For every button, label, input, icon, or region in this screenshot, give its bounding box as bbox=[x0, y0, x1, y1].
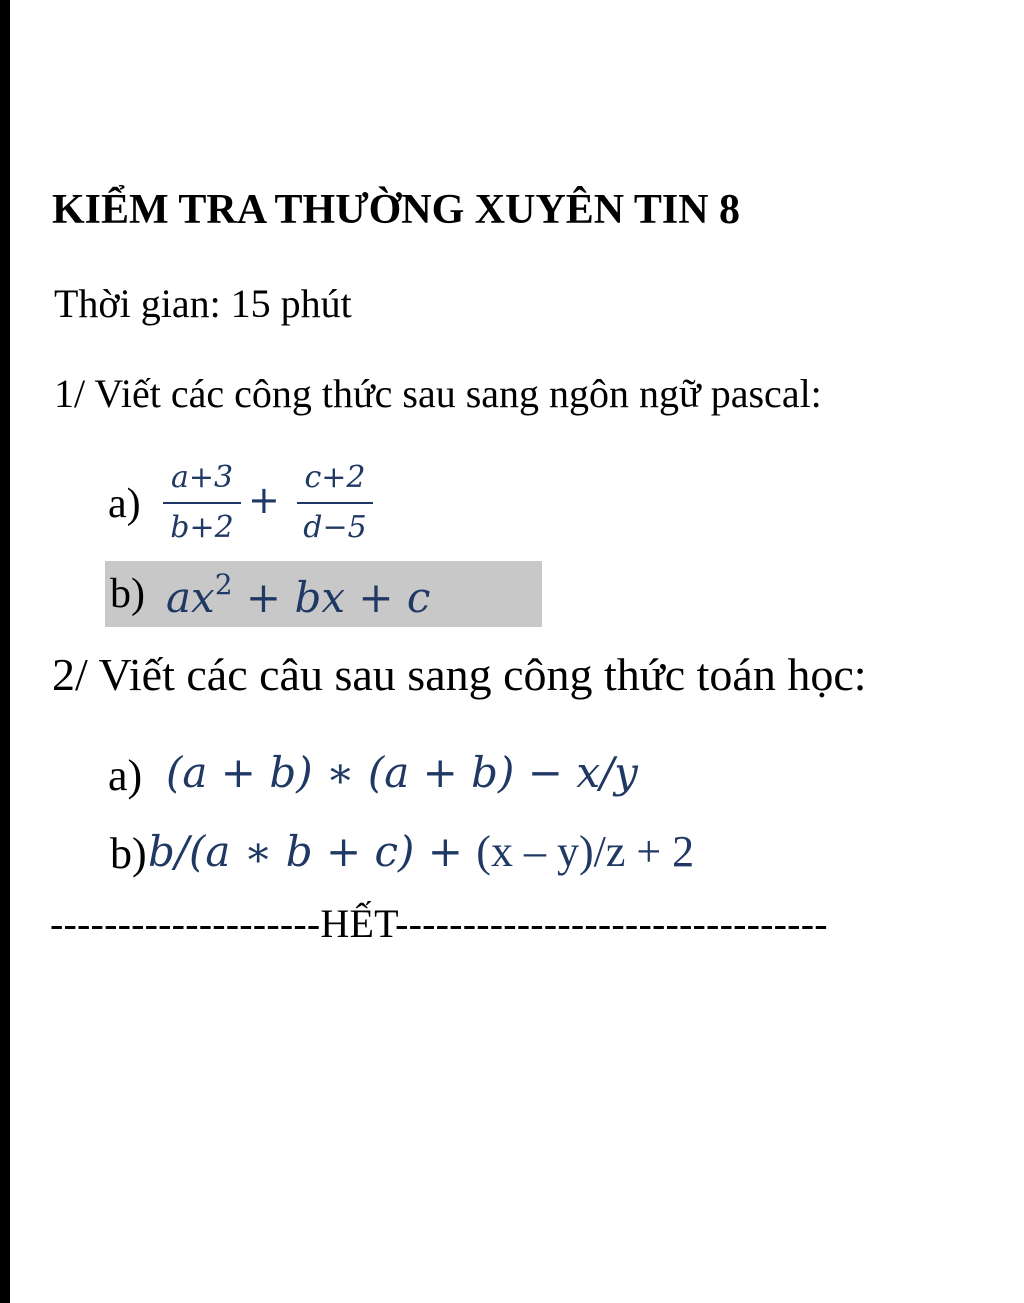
fraction-2-bar bbox=[297, 502, 373, 504]
question-1a-label: a) bbox=[108, 481, 141, 527]
question-2b-tail-part: (x – y)/z + 2 bbox=[476, 827, 695, 876]
question-2-heading: 2/ Viết các câu sau sang công thức toán học: bbox=[52, 649, 867, 700]
page-title: KIỂM TRA THƯỜNG XUYÊN TIN 8 bbox=[52, 187, 741, 233]
fraction-1-bar bbox=[163, 502, 241, 504]
expr-exponent: 2 bbox=[214, 568, 233, 601]
time-line: Thời gian: 15 phút bbox=[54, 281, 352, 326]
fraction-2 bbox=[297, 458, 373, 548]
question-2b-label: b) bbox=[110, 829, 147, 878]
fraction-2-denominator: d−5 bbox=[303, 510, 367, 545]
fraction-1-numerator: a+3 bbox=[170, 460, 234, 495]
question-1-heading: 1/ Viết các công thức sau sang ngôn ngữ pascal: bbox=[54, 371, 822, 416]
fraction-2-numerator: c+2 bbox=[304, 460, 366, 495]
fraction-1-denominator: b+2 bbox=[170, 510, 234, 545]
end-line: --------------------HẾT-------------------------------- bbox=[50, 901, 828, 946]
question-2a-expression: (a + b) ∗ (a + b) − x/y bbox=[166, 748, 638, 797]
question-2b-math-part: b/(a ∗ b + c) + bbox=[148, 827, 477, 876]
question-2a-label: a) bbox=[108, 751, 143, 800]
question-1b-expression bbox=[166, 568, 430, 622]
left-edge-bar bbox=[0, 0, 10, 1303]
expr-ax: ax bbox=[166, 573, 215, 622]
expr-rest: + bx + c bbox=[232, 573, 431, 622]
fraction-1 bbox=[163, 458, 241, 548]
question-1b-label: b) bbox=[110, 571, 145, 617]
fraction-plus-sign: + bbox=[248, 478, 280, 522]
question-2b-expression bbox=[148, 826, 694, 877]
